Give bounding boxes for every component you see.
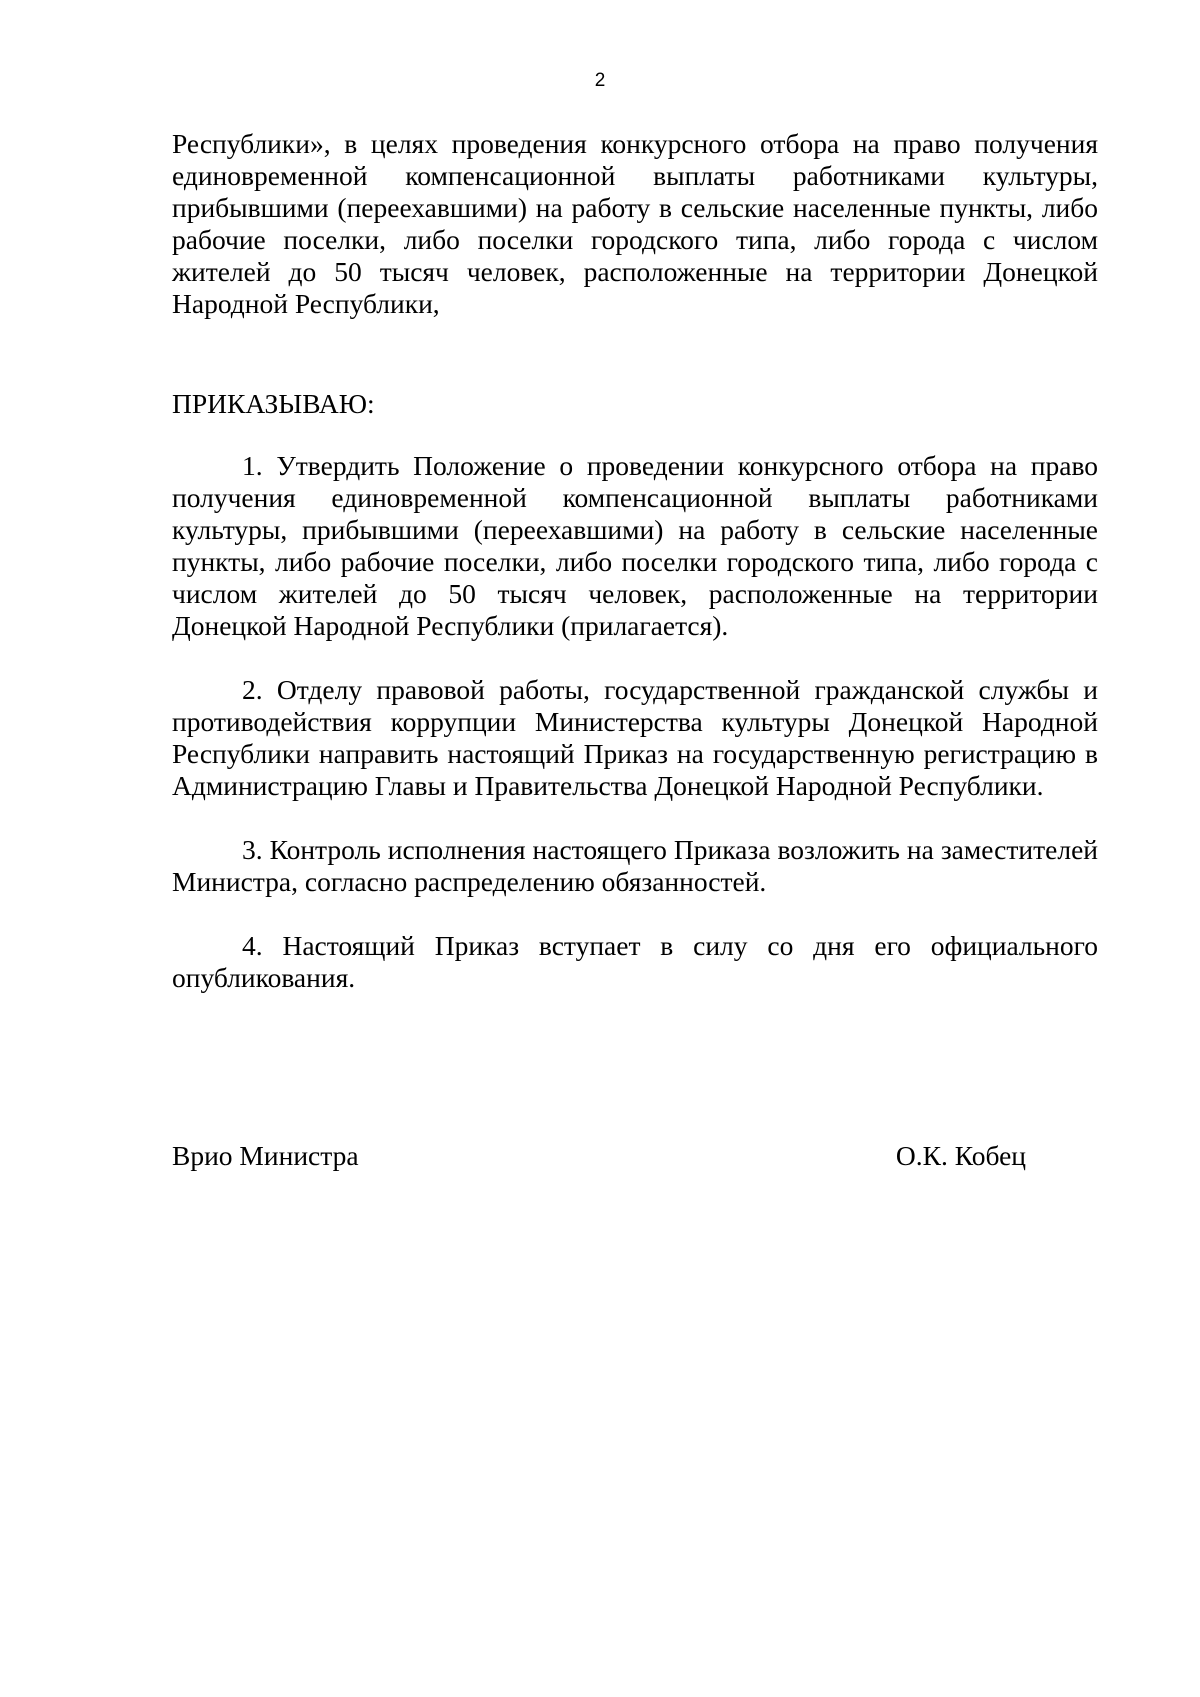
order-heading: ПРИКАЗЫВАЮ: — [172, 388, 375, 419]
page-number: 2 — [594, 70, 606, 91]
order-item-2: 2. Отделу правовой работы, государственной гражданской службы и противодействия коррупции Министерства культуры Донецкой Народной Республики направить настоящий Приказ на государственную регистрацию в Администрацию Главы и Правительства Донецкой Народной Республики. — [172, 674, 1098, 801]
order-item-3: 3. Контроль исполнения настоящего Приказа возложить на заместителей Министра, согласно распределению обязанностей. — [172, 834, 1098, 897]
signatory-name: О.К. Кобец — [895, 1140, 1026, 1171]
signatory-position: Врио Министра — [172, 1140, 359, 1171]
order-item-1: 1. Утвердить Положение о проведении конкурсного отбора на право получения единовременной компенсационной выплаты работниками культуры, прибывшими (переехавшими) на работу в сельские населенные пункты, либо рабочие поселки, либо поселки городского типа, либо города с числом жителей до 50 тысяч человек, расположенные на территории Донецкой Народной Республики (прилагается). — [172, 450, 1098, 641]
document-body — [172, 128, 1098, 1026]
order-item-4: 4. Настоящий Приказ вступает в силу со дня его официального опубликования. — [172, 930, 1098, 993]
intro-paragraph: Республики», в целях проведения конкурсного отбора на право получения единовременной компенсационной выплаты работниками культуры, прибывшими (переехавшими) на работу в сельские населенные пункты, либо рабочие поселки, либо поселки городского типа, либо города с числом жителей до 50 тысяч человек, расположенные на территории Донецкой Народной Республики, — [172, 128, 1098, 319]
signature-block — [172, 1140, 1026, 1172]
